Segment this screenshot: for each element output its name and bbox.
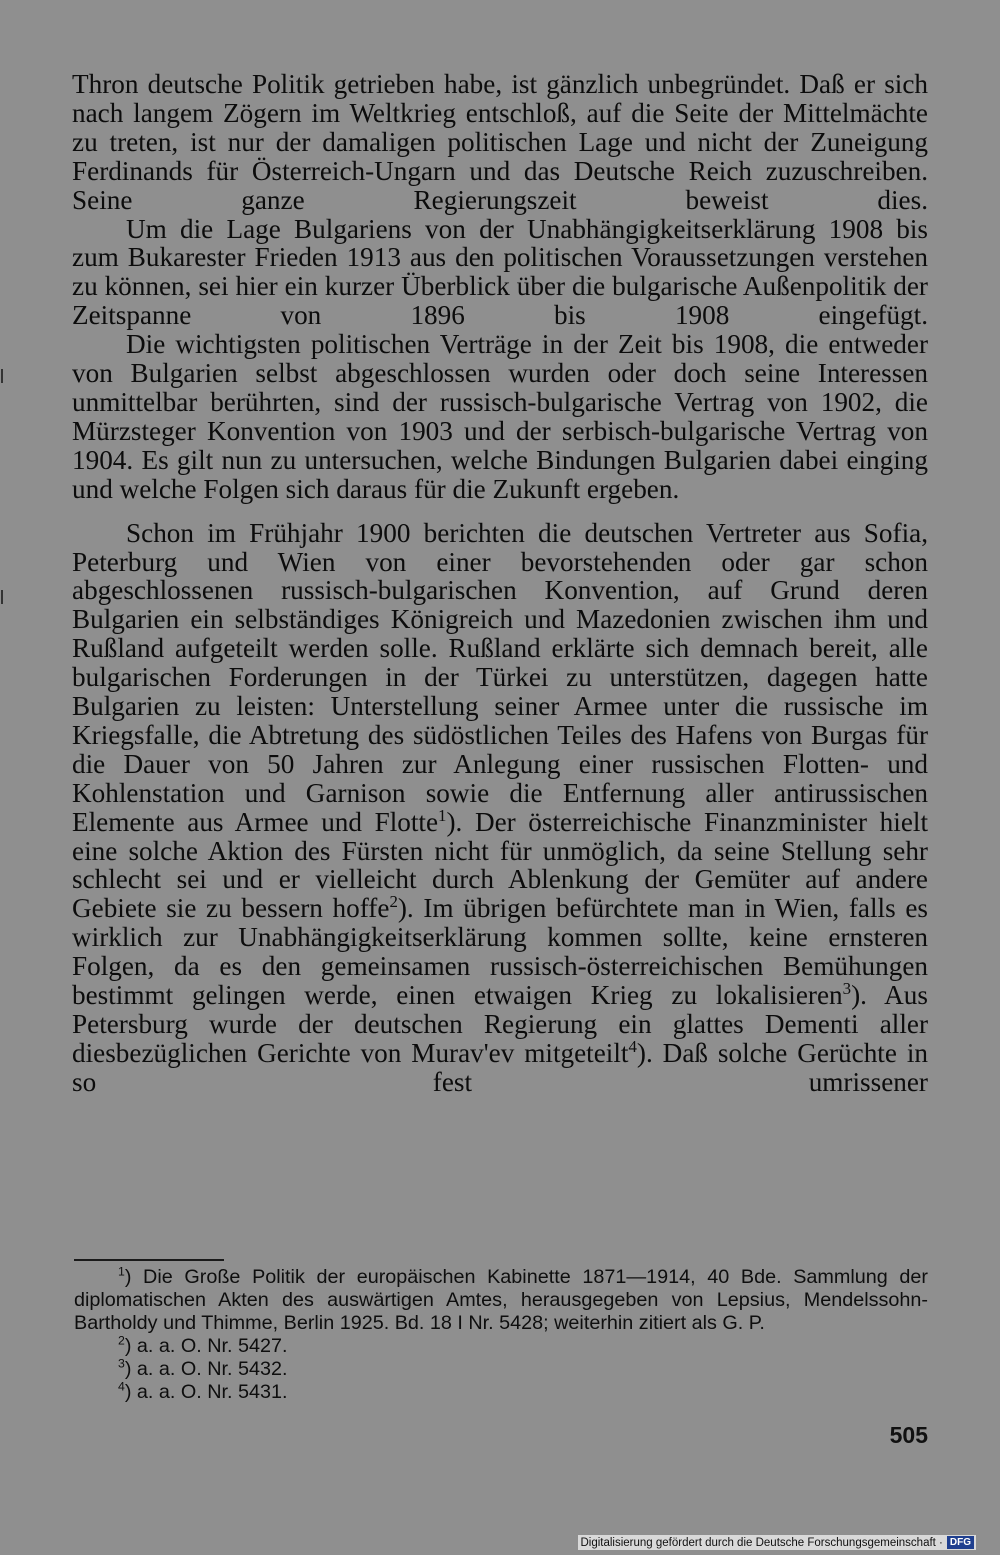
footnote-mark: 4 [118, 1379, 125, 1394]
paragraph-4-text: ). Im übrigen befürchtete man in Wien, falls es wirklich zur Unabhängigkeitserklärung kommen sollte, keine ernsteren Folgen, da es den gemeinsamen russisch-österreichischen Bemühungen bestimmt gelingen werde, einen etwaigen Krieg zu lokalisieren [72, 893, 928, 1011]
footnote-reference: 2 [389, 892, 398, 912]
paragraph-3: Die wichtigsten politischen Verträge in der Zeit bis 1908, die entweder von Bulgarien selbst abgeschlossen wurden oder doch seine Interessen unmittelbar berührten, sind der russisch-bulgarische Vertrag von 1902, die Mürzsteger Konvention von 1903 und der serbisch-bulgarische Vertrag von 1904. Es gilt nun zu untersuchen, welche Bindungen Bulgarien dabei einging und welche Folgen sich daraus für die Zukunft ergeben. [72, 329, 928, 504]
footnote-1 [74, 1266, 928, 1335]
paragraph-4-text: ). Aus Petersburg wurde der deutschen Regierung ein glattes Dementi aller diesbezüglichen Gerichte von Murav'ev mitgeteilt [72, 980, 928, 1068]
footnote-mark: 3 [118, 1356, 125, 1371]
paragraph-2: Um die Lage Bulgariens von der Unabhängigkeitserklärung 1908 bis zum Bukarester Frieden 1913 aus den politischen Voraussetzungen verstehen zu können, sei hier ein kurzer Überblick über die bulgarische Außenpolitik der Zeitspanne von 1896 bis 1908 eingefügt. [72, 213, 928, 331]
footnote-text: ) a. a. O. Nr. 5431. [124, 1381, 288, 1403]
footnote-4 [74, 1381, 928, 1404]
margin-mark [1, 590, 3, 604]
footnote-reference: 1 [438, 805, 447, 825]
footnote-2 [74, 1335, 928, 1358]
dfg-logo: DFG [947, 1536, 974, 1549]
footnote-mark: 1 [118, 1264, 125, 1279]
footnotes [74, 1266, 928, 1404]
footnote-text: ) Die Große Politik der europäischen Kabinette 1871—1914, 40 Bde. Sammlung der diplomatischen Akten des auswärtigen Amtes, herausgegeben von Lepsius, Mendelssohn-Bartholdy und Thimme, Berlin 1925. Bd. 18 I Nr. 5428; weiterhin zitiert als G. P. [74, 1266, 928, 1334]
footnote-reference: 3 [842, 979, 852, 999]
margin-mark [1, 369, 3, 383]
paragraph-4 [72, 519, 928, 1097]
footnote-divider [74, 1259, 224, 1261]
footnote-mark: 2 [118, 1333, 125, 1348]
footnote-text: ) a. a. O. Nr. 5432. [124, 1358, 288, 1380]
paragraph-4-text: ). Daß solche Gerüchte in so fest umrissener [72, 1037, 928, 1097]
page-number: 505 [889, 1422, 928, 1448]
footnote-text: ) a. a. O. Nr. 5427. [124, 1335, 288, 1357]
paragraph-1: Thron deutsche Politik getrieben habe, ist gänzlich unbegründet. Daß er sich nach langem Zögern im Weltkrieg entschloß, auf die Seite der Mittelmächte zu treten, ist nur der damaligen politischen Lage und nicht der Zuneigung Ferdinands für Österreich-Ungarn und das Deutsche Reich zuzuschreiben. Seine ganze Regierungszeit beweist dies. [72, 69, 928, 215]
footnote-reference: 4 [628, 1036, 637, 1056]
credit-text: Digitalisierung gefördert durch die Deutsche Forschungsgemeinschaft · [580, 1536, 943, 1549]
paragraph-4-text: Schon im Frühjahr 1900 berichten die deutschen Vertreter aus Sofia, Peterburg und Wien von einer bevorstehenden oder gar schon abgeschlossenen russisch-bulgarischen Konvention, auf Grund deren Bulgarien ein selbständiges Königreich und Mazedonien zwischen ihm und Rußland aufgeteilt werden solle. Rußland erklärte sich demnach bereit, alle bulgarischen Forderungen in der Türkei zu unterstützen, dagegen hatte Bulgarien zu leisten: Unterstellung seiner Armee unter die russische im Kriegsfalle, die Abtretung des südöstlichen Teiles des Hafens von Burgas für die Dauer von 50 Jahren zur Anlegung einer russischen Flotten- und Kohlenstation und Garnison sowie die Entfernung aller antirussischen Elemente aus Armee und Flotte [72, 517, 928, 837]
digitization-credit [578, 1535, 976, 1550]
footnote-3 [74, 1358, 928, 1381]
body-text [72, 70, 928, 1097]
paragraph-4-text: ). Der österreichische Finanzminister hielt eine solche Aktion des Fürsten nicht für unmöglich, da seine Stellung sehr schlecht sei und er vielleicht durch Ablenkung der Gemüter auf andere Gebiete sie zu bessern hoffe [72, 806, 929, 924]
